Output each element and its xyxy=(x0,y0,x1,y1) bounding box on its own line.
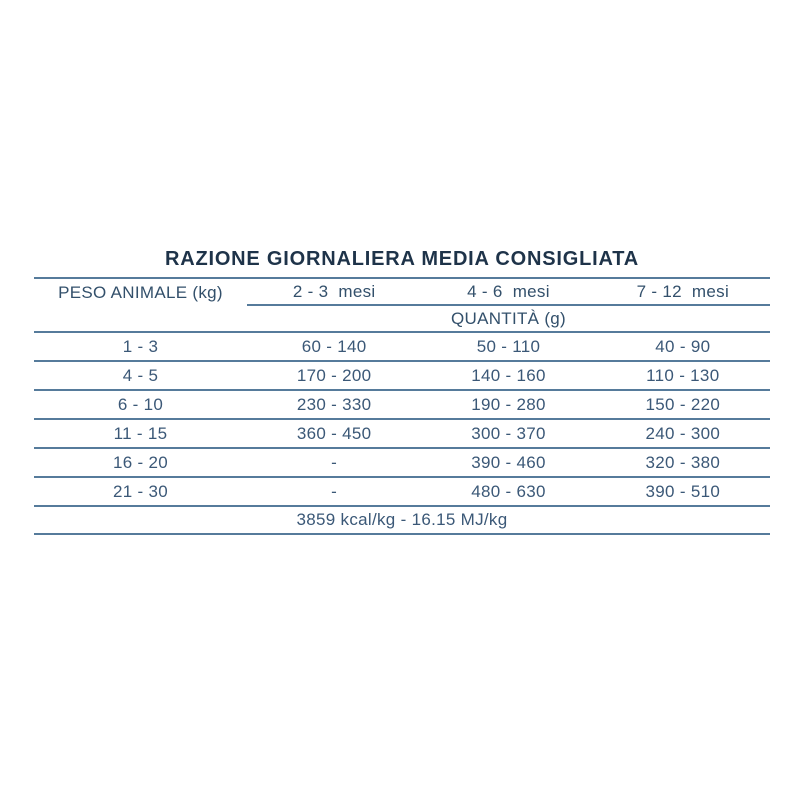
quantity-range-cell: 40 - 90 xyxy=(655,336,711,356)
age-column-header-4-6-months: 4 - 6 mesi xyxy=(467,281,550,301)
weight-range-cell: 16 - 20 xyxy=(112,452,169,472)
quantity-range-cell: 170 - 200 xyxy=(296,365,372,385)
quantity-range-cell: 190 - 280 xyxy=(471,394,546,414)
age-column-header-2-3-months: 2 - 3 mesi xyxy=(292,281,376,301)
quantity-range-cell: 230 - 330 xyxy=(296,394,372,414)
quantity-header-spacer xyxy=(34,306,247,331)
weight-range-cell: 1 - 3 xyxy=(122,336,159,356)
age-column-header-7-12-months: 7 - 12 mesi xyxy=(636,281,730,301)
table-row xyxy=(34,420,770,449)
quantity-range-cell: 140 - 160 xyxy=(471,365,546,385)
quantity-header-row xyxy=(34,306,770,333)
table-row xyxy=(34,333,770,362)
quantity-range-cell: 390 - 460 xyxy=(471,452,546,472)
weight-column-header: PESO ANIMALE (kg) xyxy=(58,282,223,302)
quantity-range-cell: 300 - 370 xyxy=(471,423,546,443)
weight-range-cell: 4 - 5 xyxy=(122,365,159,385)
quantity-range-cell: - xyxy=(331,481,338,501)
quantity-range-cell: 320 - 380 xyxy=(645,452,721,472)
header-row xyxy=(34,277,770,306)
quantity-range-cell: 60 - 140 xyxy=(301,336,367,356)
energy-content-label: 3859 kcal/kg - 16.15 MJ/kg xyxy=(296,510,508,529)
weight-range-cell: 11 - 15 xyxy=(113,423,168,443)
feeding-ration-table xyxy=(34,248,770,535)
quantity-range-cell: 360 - 450 xyxy=(296,423,372,443)
quantity-range-cell: 110 - 130 xyxy=(646,365,720,385)
quantity-unit-header: QUANTITÀ (g) xyxy=(450,308,567,328)
energy-footer-row xyxy=(34,507,770,535)
table-row xyxy=(34,362,770,391)
age-header-group xyxy=(247,279,770,306)
table-title: RAZIONE GIORNALIERA MEDIA CONSIGLIATA xyxy=(164,248,640,270)
weight-range-cell: 6 - 10 xyxy=(117,394,164,414)
quantity-range-cell: 50 - 110 xyxy=(476,336,541,356)
quantity-range-cell: 240 - 300 xyxy=(645,423,721,443)
quantity-range-cell: 480 - 630 xyxy=(471,481,546,501)
table-body xyxy=(34,333,770,507)
quantity-range-cell: - xyxy=(331,452,338,472)
quantity-range-cell: 390 - 510 xyxy=(645,481,721,501)
quantity-range-cell: 150 - 220 xyxy=(645,394,721,414)
table-row xyxy=(34,449,770,478)
weight-range-cell: 21 - 30 xyxy=(112,481,169,501)
table-row xyxy=(34,391,770,420)
table-row xyxy=(34,478,770,507)
